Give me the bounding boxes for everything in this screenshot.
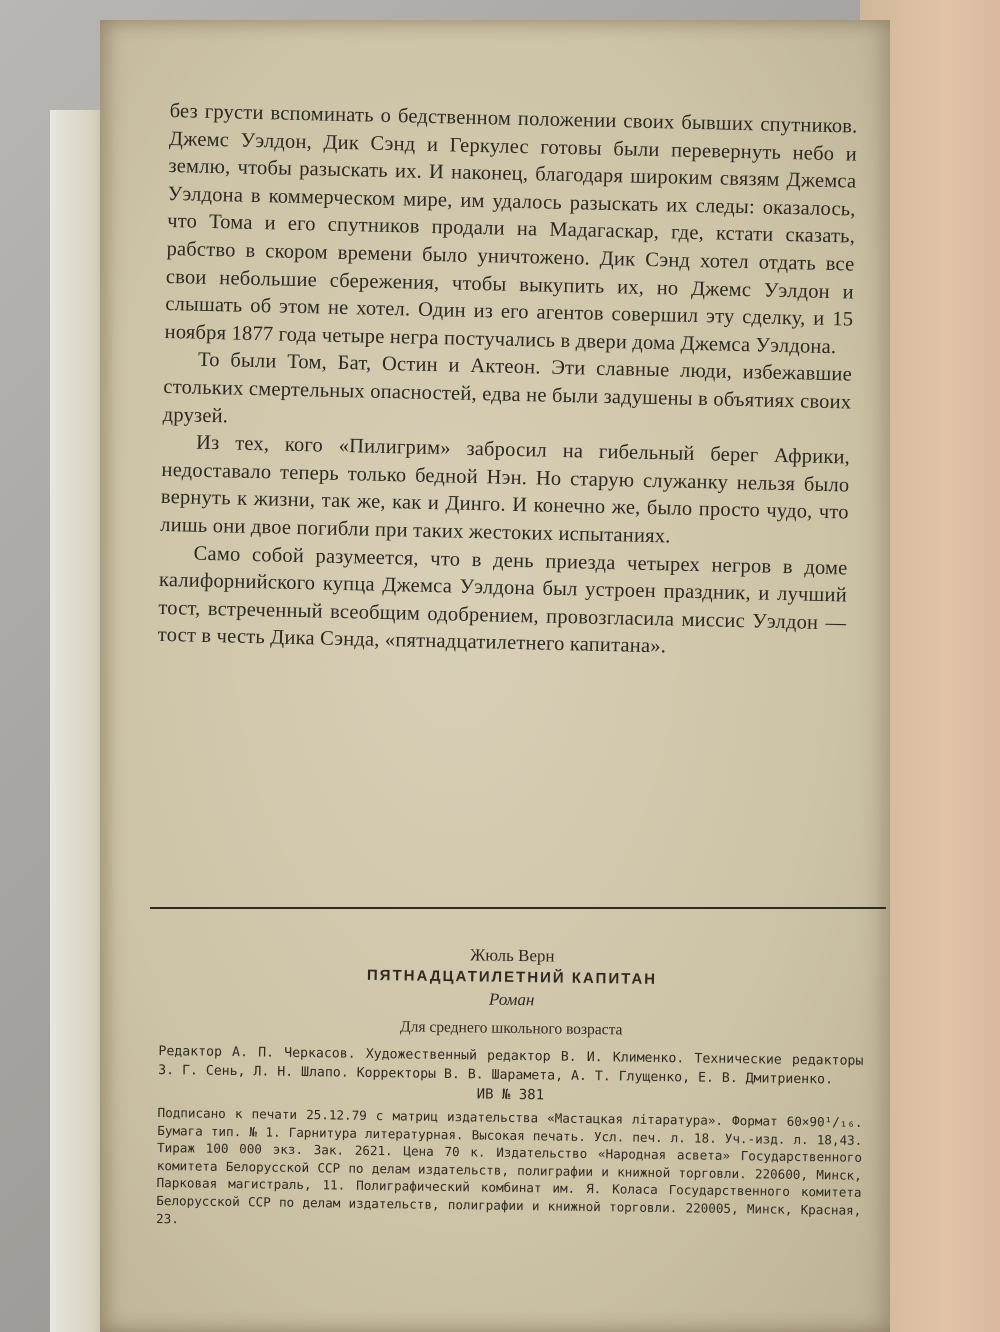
paragraph-2: То были Том, Бат, Остин и Актеон. Эти славные люди, избежавшие стольких смертельных опасностей, едва не были задушены в объятиях своих друзей. [162,349,853,427]
imprint-audience: Для среднего школьного возраста [399,1018,623,1039]
paragraph-4: Само собой разумеется, что в день приезда четырех негров в доме калифорнийского купца Джемса Уэлдона был устроен праздник, и лучший тост, встреченный всеобщим одобрением, провозгласила миссис Уэлдон — тост в честь Дика Сэнда, «пятнадцатилетнего капитана». [157,542,848,658]
imprint-credits: Редактор А. П. Черкасов. Художественный редактор В. И. Клименко. Технические редакторы З. Г. Сень, Л. Н. Шлапо. Корректоры В. В. Шарамета, А. Т. Глущенко, Е. В. Дмитриенко. [158,1043,864,1088]
body-text [157,98,857,665]
divider-rule [150,907,886,909]
imprint-publication-details: Подписано к печати 25.12.79 с матриц издательства «Мастацкая літаратура». Формат 60×90¹/₁₆. Бумага тип. № 1. Гарнитура литературная. Высокая печать. Усл. печ. л. 18. Уч.-изд. л. 18,43. Тираж 100 000 экз. Зак. 2621. Цена 70 к. Издательство «Народная асвета» Государственного комитета Белорусской ССР по делам издательств, полиграфии и книжной торговли. 220600, Минск, Парковая магистраль, 11. Полиграфический комбинат им. Я. Коласа Государственного комитета Белорусской ССР по делам издательств, полиграфии и книжной торговли. 220005, Минск, Красная, 23. [156,1104,863,1226]
imprint-author: Жюль Верн [469,945,555,966]
imprint-title: ПЯТНАДЦАТИЛЕТНИЙ КАПИТАН [366,966,658,988]
paragraph-3: Из тех, кого «Пилигрим» забросил на гибельный берег Африки, недоставало теперь только бедной Нэн. Но старую служанку нельзя было вернуть к жизни, так же, как и Динго. И конечно же, было просто чудо, что лишь они двое погибли при таких жестоких испытаниях. [160,431,851,548]
imprint-genre: Роман [488,989,535,1010]
paragraph-1: без грусти вспоминать о бедственном положении своих бывших спутников. Джемс Уэлдон, Дик Сэнд и Геркулес готовы были перевернуть небо и землю, чтобы разыскать их. И наконец, благодаря широким связям Джемса Уэлдона в коммерческом мире, им удалось разыскать их следы: оказалось, что Тома и его спутников продали на Мадагаскар, где, кстати сказать, рабство в скором времени было уничтожено. Дик Сэнд хотел отдать все свои небольшие сбережения, чтобы выкупить их, но Джемс Уэлдон и слышать об этом не хотел. Один из его агентов совершил эту сделку, и 15 ноября 1877 года четыре негра постучались в двери дома Джемса Уэлдона. [164,99,858,358]
imprint-block [156,940,865,1237]
imprint-ib-number: ИВ № 381 [476,1086,545,1104]
